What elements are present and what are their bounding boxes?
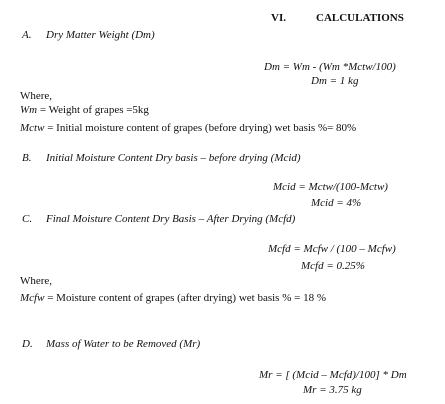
section-d-heading bbox=[22, 338, 200, 351]
equation-mcid-formula: Mcid = Mctw/(100-Mctw) bbox=[273, 181, 388, 193]
section-b-title: Initial Moisture Content Dry basis – before drying (Mcid) bbox=[46, 152, 301, 164]
equation-dm-result: Dm = 1 kg bbox=[311, 75, 359, 87]
symbol-mcfw: Mcfw bbox=[20, 292, 45, 304]
section-d-letter: D. bbox=[22, 338, 33, 350]
equation-mcfd-result: Mcfd = 0.25% bbox=[301, 260, 365, 272]
where-label-c: Where, bbox=[20, 275, 53, 287]
equation-mcid-result: Mcid = 4% bbox=[311, 197, 362, 209]
equation-mr-formula: Mr = [ (Mcid – Mcfd)/100] * Dm bbox=[259, 369, 407, 381]
symbol-mctw: Mctw bbox=[20, 122, 45, 134]
section-c-heading bbox=[22, 213, 295, 226]
equation-dm-formula: Dm = Wm - (Wm *Mctw/100) bbox=[264, 61, 396, 73]
where-label-a: Where, bbox=[20, 90, 53, 102]
equation-mr-result: Mr = 3.75 kg bbox=[303, 384, 362, 396]
section-b-letter: B. bbox=[22, 152, 32, 164]
definition-mctw bbox=[20, 122, 356, 135]
section-c-letter: C. bbox=[22, 213, 33, 225]
section-b-heading bbox=[22, 152, 301, 165]
definition-mcfw-text: = Moisture content of grapes (after drying) wet basis % = 18 % bbox=[44, 292, 326, 304]
section-a-heading bbox=[22, 29, 155, 42]
definition-mcfw bbox=[20, 292, 326, 305]
section-c-title: Final Moisture Content Dry Basis – After Drying (Mcfd) bbox=[46, 213, 296, 225]
definition-wm-text: = Weight of grapes =5kg bbox=[37, 104, 149, 116]
symbol-wm: Wm bbox=[20, 104, 38, 116]
definition-mctw-text: = Initial moisture content of grapes (before drying) wet basis %= 80% bbox=[44, 122, 357, 134]
equation-mcfd-formula: Mcfd = Mcfw / (100 – Mcfw) bbox=[268, 243, 396, 255]
section-number: VI. bbox=[271, 12, 286, 24]
section-a-letter: A. bbox=[22, 29, 32, 41]
section-d-title: Mass of Water to be Removed (Mr) bbox=[46, 338, 201, 350]
definition-wm bbox=[20, 104, 149, 117]
page-heading: CALCULATIONS bbox=[316, 12, 404, 24]
section-a-title: Dry Matter Weight (Dm) bbox=[46, 29, 155, 41]
